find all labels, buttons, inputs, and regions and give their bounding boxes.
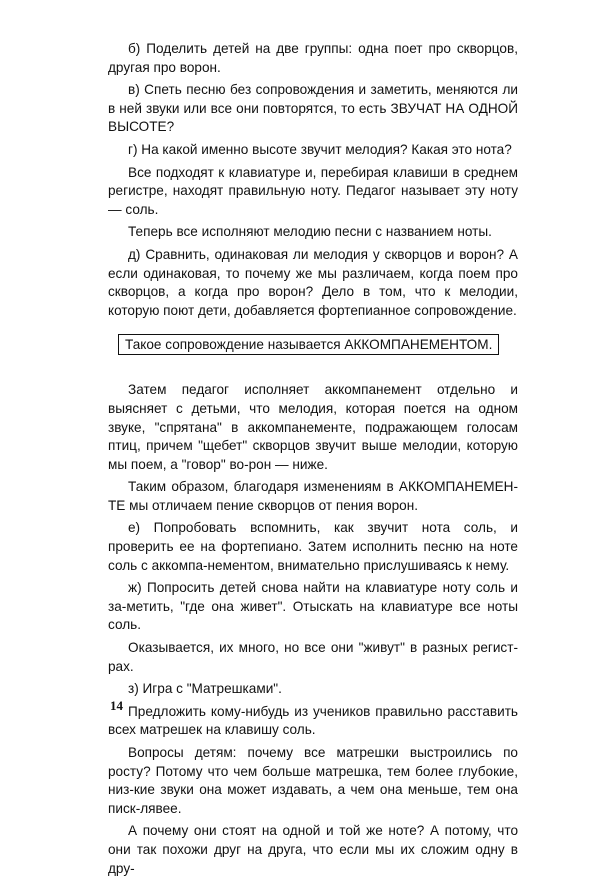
paragraph-zh: ж) Попросить детей снова найти на клавиатуре ноту соль и за-метить, "где она живет". Отыскать на клавиатуре все ноты соль. [108,580,518,633]
paragraph-propose: Предложить кому-нибудь из учеников правильно расставить всех матрешек на клавишу соль. [108,703,518,738]
paragraph-keyboard: Все подходят к клавиатуре и, перебирая клавиши в среднем регистре, находят правильную ноту. Педагог называет эту ноту — соль. [108,164,518,217]
paragraph-v: в) Спеть песню без сопровождения и заметить, меняются ли в ней звуки или все они повторятся, то есть ЗВУЧАТ НА ОДНОЙ ВЫСОТЕ? [108,82,518,135]
page-content [108,40,518,882]
paragraph-teacher: Затем педагог исполняет аккомпанемент отдельно и выясняет с детьми, что мелодия, которая поется на одном звуке, "спрятана" в аккомпанементе, подражающем голосам птиц, причем "щебет" скворцов звучит выше мелодии, которую мы поем, а "говор" во-рон — ниже. [108,382,518,472]
paragraph-z: з) Игра с "Матрешками". [128,681,282,697]
paragraph-why: А почему они стоят на одной и той же ноте? А потому, что они так похожи друг на друга, что если мы их сложим одну в дру- [108,823,518,876]
paragraph-e: е) Попробовать вспомнить, как звучит нота соль, и проверить ее на фортепиано. Затем исполнить песню на ноте соль с аккомпа-нементом, внимательно прислушиваясь к нему. [108,520,518,573]
page-number: 14 [110,698,123,713]
paragraph-registers: Оказывается, их много, но все они "живут" в разных регист-рах. [108,640,518,674]
paragraph-d: д) Сравнить, одинаковая ли мелодия у скворцов и ворон? А если одинаковая, то почему же мы различаем, когда поем про скворцов, а когда про ворон? Дело в том, что к мелодии, которую поют дети, добавляется фортепианное сопровождение. [108,246,518,318]
paragraph-g: г) На какой именно высоте звучит мелодия? Какая это нота? [128,141,512,157]
boxed-definition: Такое сопровождение называется АККОМПАНЕМЕНТОМ. [118,334,499,355]
paragraph-questions: Вопросы детям: почему все матрешки выстроились по росту? Потому что чем больше матрешка, тем более глубокие, низ-кие звуки она может издавать, а чем она меньше, тем она писк-лявее. [108,745,518,816]
paragraph-now: Теперь все исполняют мелодию песни с названием ноты. [128,224,492,240]
paragraph-thus: Таким образом, благодаря изменениям в АККОМПАНЕМЕН-ТЕ мы отличаем пение скворцов от пения ворон. [108,479,518,513]
paragraph-b: б) Поделить детей на две группы: одна поет про скворцов, другая про ворон. [108,41,518,75]
